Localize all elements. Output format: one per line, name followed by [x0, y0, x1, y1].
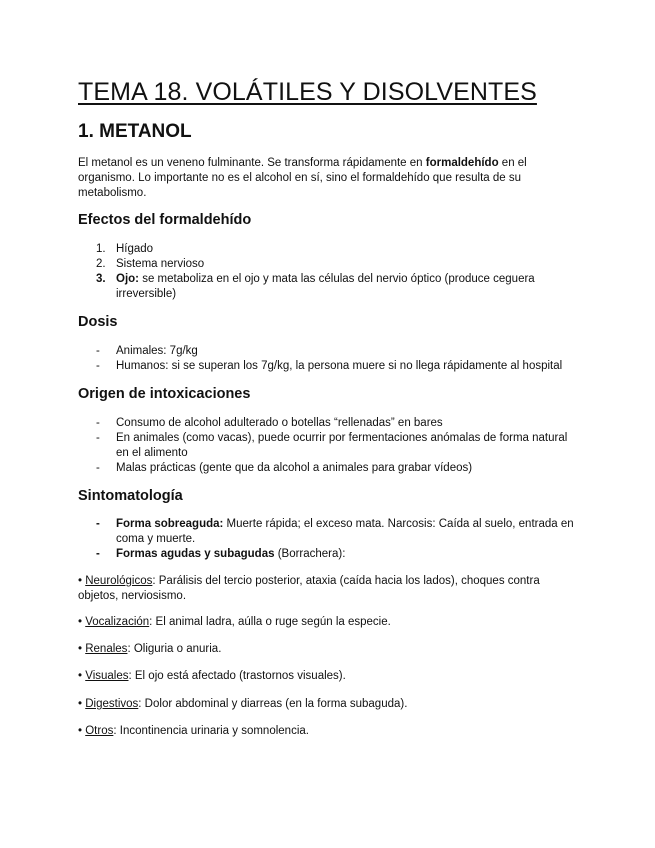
intro-bold-term: formaldehído	[425, 157, 499, 169]
symptom-term: Otros	[85, 725, 114, 737]
list-item	[78, 517, 578, 547]
list-item-text: Animales: 7g/kg	[116, 345, 198, 357]
symptom-paragraph	[78, 615, 568, 630]
section-heading: 1. METANOL	[78, 121, 192, 142]
list-item-text: Sistema nervioso	[116, 258, 205, 270]
symptom-text: : Dolor abdominal y diarreas (en la forma subaguda).	[138, 698, 408, 710]
symptom-paragraph	[78, 669, 568, 684]
list-marker: 2.	[96, 258, 106, 270]
list-marker: -	[96, 360, 100, 372]
list-item	[78, 416, 578, 431]
bullet-char: •	[78, 575, 83, 587]
intro-text-2: en el organismo. Lo importante no es el alcohol en sí, sino el formaldehído que resulta de su metabolismo.	[78, 157, 527, 199]
symptom-paragraph	[78, 642, 568, 657]
list-item-text: (Borrachera):	[274, 548, 346, 560]
symptom-paragraph	[78, 724, 568, 739]
list-marker: -	[96, 417, 100, 429]
symptom-paragraph	[78, 697, 568, 712]
symptom-text: : El animal ladra, aúlla o ruge según la especie.	[149, 616, 391, 628]
bullet-char: •	[78, 698, 83, 710]
list-item	[78, 272, 578, 302]
document-title: TEMA 18. VOLÁTILES Y DISOLVENTES	[78, 78, 537, 106]
dosis-heading: Dosis	[78, 314, 118, 330]
symptom-term: Renales	[85, 643, 128, 655]
list-item-text: Muerte rápida; el exceso mata. Narcosis: Caída al suelo, entrada en coma y muerte.	[116, 518, 574, 545]
sintomatologia-list	[78, 517, 578, 562]
list-item-text: Humanos: si se superan los 7g/kg, la persona muere si no llega rápidamente al hospital	[116, 360, 563, 372]
list-marker: -	[96, 462, 100, 474]
symptom-text: : Oliguria o anuria.	[127, 643, 222, 655]
list-item	[78, 257, 578, 272]
list-item-text: Consumo de alcohol adulterado o botellas “rellenadas” en bares	[116, 417, 443, 429]
list-marker: -	[96, 432, 100, 444]
list-marker: 3.	[96, 273, 106, 285]
symptom-term: Visuales	[85, 670, 129, 682]
list-marker: -	[96, 345, 100, 357]
list-item-label: Forma sobreaguda:	[116, 518, 224, 530]
efectos-list	[78, 242, 578, 302]
list-item	[78, 461, 578, 476]
symptom-text: : Incontinencia urinaria y somnolencia.	[113, 725, 309, 737]
bullet-char: •	[78, 670, 83, 682]
sintomatologia-heading: Sintomatología	[78, 488, 183, 504]
symptom-term: Digestivos	[85, 698, 139, 710]
list-item-label: Ojo:	[116, 273, 139, 285]
list-marker: -	[96, 518, 100, 530]
symptom-term: Vocalización	[85, 616, 150, 628]
list-item	[78, 431, 578, 461]
bullet-char: •	[78, 616, 83, 628]
list-item-text: se metaboliza en el ojo y mata las células del nervio óptico (produce ceguera irreversible)	[116, 273, 535, 300]
list-item-label: Formas agudas y subagudas	[116, 548, 275, 560]
list-item	[78, 242, 578, 257]
intro-text-1: El metanol es un veneno fulminante. Se transforma rápidamente en	[78, 157, 426, 169]
symptom-text: : Parálisis del tercio posterior, ataxia (caída hacia los lados), choques contra objetos, nerviosismo.	[78, 575, 540, 602]
origen-heading: Origen de intoxicaciones	[78, 386, 251, 402]
list-item	[78, 547, 578, 562]
intro-paragraph	[78, 156, 558, 201]
bullet-char: •	[78, 725, 83, 737]
dosis-list	[78, 344, 578, 374]
efectos-heading: Efectos del formaldehído	[78, 212, 252, 228]
origen-list	[78, 416, 578, 476]
list-marker: 1.	[96, 243, 106, 255]
list-item-text: Hígado	[116, 243, 154, 255]
list-item	[78, 359, 578, 374]
symptom-text: : El ojo está afectado (trastornos visuales).	[128, 670, 346, 682]
symptom-term: Neurológicos	[85, 575, 153, 587]
symptom-paragraph	[78, 574, 568, 604]
list-marker: -	[96, 548, 100, 560]
bullet-char: •	[78, 643, 83, 655]
list-item	[78, 344, 578, 359]
list-item-text: En animales (como vacas), puede ocurrir por fermentaciones anómalas de forma natural en el alimento	[116, 432, 568, 459]
list-item-text: Malas prácticas (gente que da alcohol a animales para grabar vídeos)	[116, 462, 473, 474]
